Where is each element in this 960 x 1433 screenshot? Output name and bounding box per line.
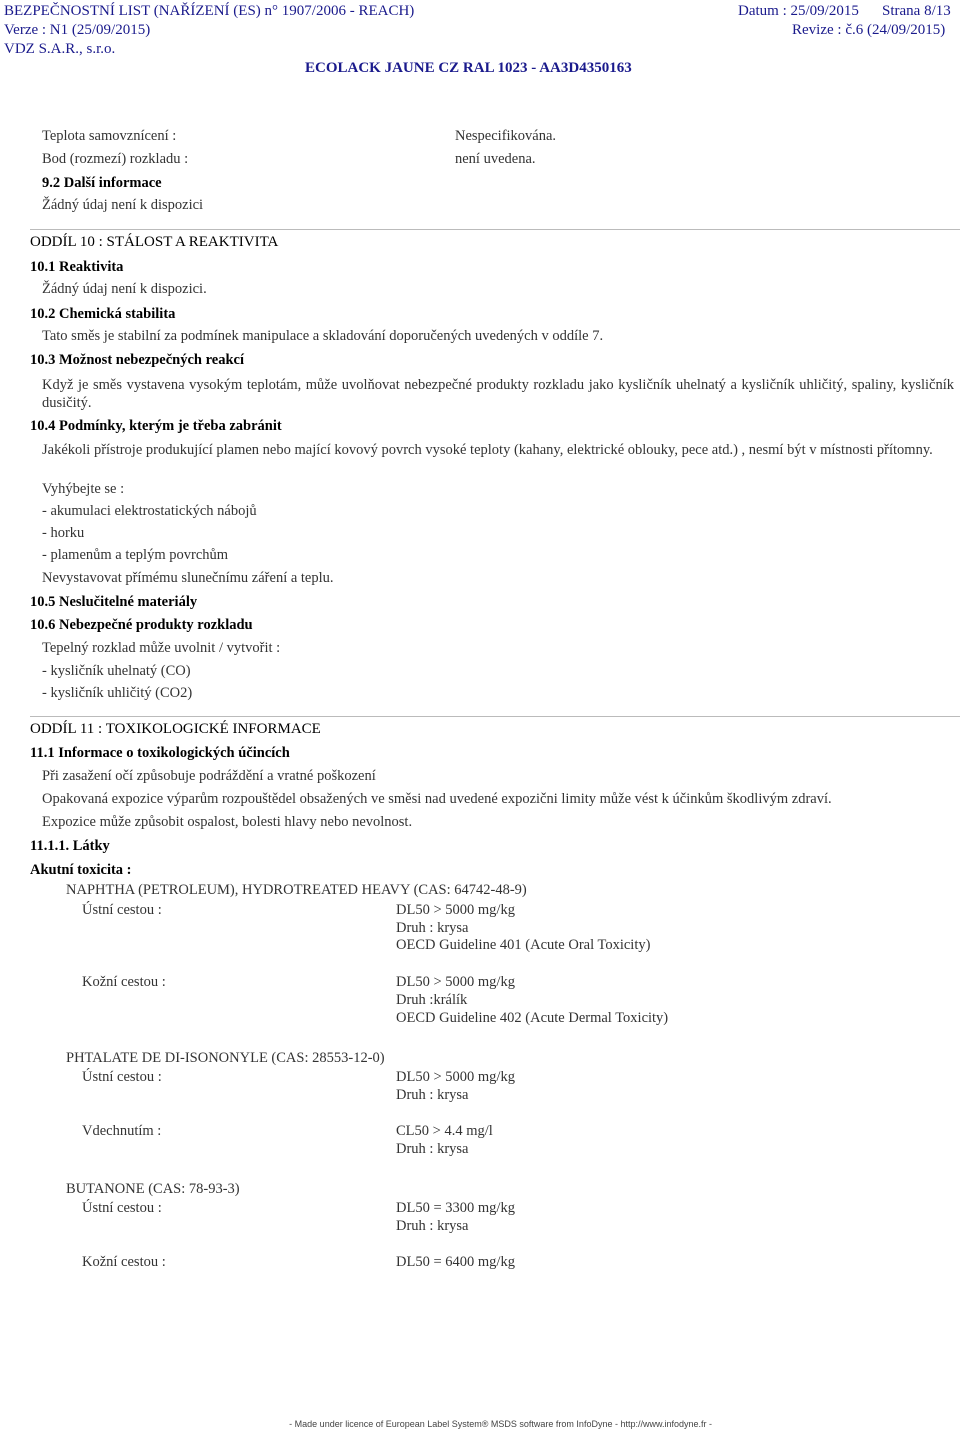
toxicology-text: Při zasažení očí způsobuje podráždění a vratné poškození bbox=[42, 768, 376, 784]
section-10-3-text: Když je směs vystavena vysokým teplotám, může uvolňovat nebezpečné produkty rozkladu jako kysličník uhelnatý a kysličník uhličitý, spaliny, kysličník dusičitý. bbox=[42, 377, 954, 411]
section-10-4-title: 10.4 Podmínky, kterým je třeba zabránit bbox=[30, 418, 282, 434]
section-10-3-title: 10.3 Možnost nebezpečných reakcí bbox=[30, 352, 244, 368]
section-10-1-title: 10.1 Reaktivita bbox=[30, 259, 124, 275]
route-label: Ústní cestou : bbox=[82, 1069, 162, 1085]
section-10-title: ODDÍL 10 : STÁLOST A REAKTIVITA bbox=[30, 234, 279, 250]
species-value: Druh :králík bbox=[396, 992, 468, 1008]
species-value: Druh : krysa bbox=[396, 1141, 469, 1157]
section-divider bbox=[30, 229, 960, 230]
avoid-sunlight-text: Nevystavovat přímému slunečnímu záření a teplu. bbox=[42, 570, 334, 586]
guideline-value: OECD Guideline 401 (Acute Oral Toxicity) bbox=[396, 937, 651, 953]
document-date: Datum : 25/09/2015 bbox=[738, 3, 859, 19]
product-name: ECOLACK JAUNE CZ RAL 1023 - AA3D4350163 bbox=[305, 60, 632, 76]
page-number: Strana 8/13 bbox=[882, 3, 951, 19]
section-9-2-title: 9.2 Další informace bbox=[42, 175, 162, 191]
section-11-1-title: 11.1 Informace o toxikologických účincích bbox=[30, 745, 290, 761]
toxicity-value: DL50 = 6400 mg/kg bbox=[396, 1254, 515, 1270]
section-10-1-text: Žádný údaj není k dispozici. bbox=[42, 281, 207, 297]
toxicology-text: Expozice může způsobit ospalost, bolesti hlavy nebo nevolnost. bbox=[42, 814, 413, 830]
document-revision: Revize : č.6 (24/09/2015) bbox=[792, 22, 946, 38]
decomposition-label: Bod (rozmezí) rozkladu : bbox=[42, 151, 189, 167]
species-value: Druh : krysa bbox=[396, 1218, 469, 1234]
route-label: Kožní cestou : bbox=[82, 974, 166, 990]
section-10-2-text: Tato směs je stabilní za podmínek manipulace a skladování doporučených uvedených v oddíle 7. bbox=[42, 328, 604, 344]
section-divider bbox=[30, 716, 960, 717]
section-11-1-1-title: 11.1.1. Látky bbox=[30, 838, 110, 854]
section-10-5-title: 10.5 Neslučitelné materiály bbox=[30, 594, 198, 610]
footer-licence-text: - Made under licence of European Label System® MSDS software from InfoDyne - http://www.infodyne.fr - bbox=[289, 1419, 712, 1429]
species-value: Druh : krysa bbox=[396, 1087, 469, 1103]
substance-name: PHTALATE DE DI-ISONONYLE (CAS: 28553-12-0) bbox=[66, 1050, 385, 1066]
toxicity-value: CL50 > 4.4 mg/l bbox=[396, 1123, 493, 1139]
autoignition-label: Teplota samovznícení : bbox=[42, 128, 177, 144]
route-label: Ústní cestou : bbox=[82, 902, 162, 918]
substance-name: NAPHTHA (PETROLEUM), HYDROTREATED HEAVY (CAS: 64742-48-9) bbox=[66, 882, 527, 898]
autoignition-value: Nespecifikována. bbox=[455, 128, 557, 144]
decomposition-product: - kysličník uhelnatý (CO) bbox=[42, 663, 191, 679]
avoid-label: Vyhýbejte se : bbox=[42, 481, 125, 497]
substance-name: BUTANONE (CAS: 78-93-3) bbox=[66, 1181, 240, 1197]
document-version: Verze : N1 (25/09/2015) bbox=[4, 22, 151, 38]
acute-toxicity-title: Akutní toxicita : bbox=[30, 862, 132, 878]
section-10-6-title: 10.6 Nebezpečné produkty rozkladu bbox=[30, 617, 253, 633]
section-10-2-title: 10.2 Chemická stabilita bbox=[30, 306, 176, 322]
route-label: Vdechnutím : bbox=[82, 1123, 162, 1139]
toxicity-value: DL50 = 3300 mg/kg bbox=[396, 1200, 515, 1216]
route-label: Kožní cestou : bbox=[82, 1254, 166, 1270]
toxicology-text: Opakovaná expozice výparům rozpouštědel obsažených ve směsi nad uvedené expozični limity může vést k účinkům škodlivým zdraví. bbox=[42, 791, 832, 807]
species-value: Druh : krysa bbox=[396, 920, 469, 936]
decomposition-product: - kysličník uhličitý (CO2) bbox=[42, 685, 193, 701]
document-title: BEZPEČNOSTNÍ LIST (NAŘÍZENÍ (ES) n° 1907/2006 - REACH) bbox=[4, 3, 415, 19]
toxicity-value: DL50 > 5000 mg/kg bbox=[396, 902, 515, 918]
toxicity-value: DL50 > 5000 mg/kg bbox=[396, 974, 515, 990]
guideline-value: OECD Guideline 402 (Acute Dermal Toxicity) bbox=[396, 1010, 669, 1026]
route-label: Ústní cestou : bbox=[82, 1200, 162, 1216]
section-11-title: ODDÍL 11 : TOXIKOLOGICKÉ INFORMACE bbox=[30, 721, 321, 737]
toxicity-value: DL50 > 5000 mg/kg bbox=[396, 1069, 515, 1085]
decomposition-value: není uvedena. bbox=[455, 151, 536, 167]
avoid-item: - horku bbox=[42, 525, 85, 541]
avoid-item: - plamenům a teplým povrchům bbox=[42, 547, 229, 563]
section-9-2-text: Žádný údaj není k dispozici bbox=[42, 197, 204, 213]
section-10-6-text: Tepelný rozklad může uvolnit / vytvořit : bbox=[42, 640, 281, 656]
company-name: VDZ S.A.R., s.r.o. bbox=[4, 41, 116, 57]
section-10-4-text: Jakékoli přístroje produkující plamen nebo mající kovový povrch vysoké teploty (kahany, elektrické oblouky, pece atd.) , nesmí být v místnosti přítomny. bbox=[42, 442, 933, 458]
avoid-item: - akumulaci elektrostatických nábojů bbox=[42, 503, 257, 519]
